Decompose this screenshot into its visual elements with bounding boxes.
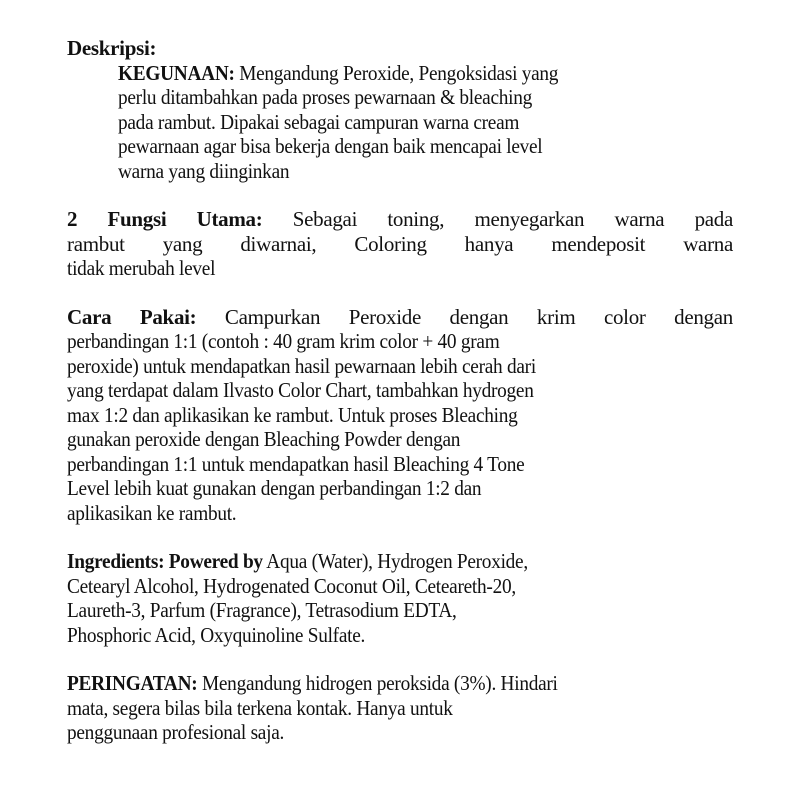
ingredients-line <box>67 574 733 599</box>
section-gap <box>67 183 733 207</box>
ingredients-text: Phosphoric Acid, Oxyquinoline Sulfate. <box>67 622 366 647</box>
fungsi-label: 2 Fungsi Utama: <box>67 207 263 231</box>
kegunaan-line <box>67 61 733 86</box>
fungsi-text: rambut yang diwarnai, Coloring hanya mendeposit warna <box>67 231 733 256</box>
cara-pakai-text: gunakan peroxide dengan Bleaching Powder dengan <box>67 427 461 451</box>
cara-pakai-text: aplikasikan ke rambut. <box>67 500 237 525</box>
kegunaan-line <box>67 85 733 110</box>
deskripsi-heading-text: Deskripsi: <box>67 36 157 60</box>
product-description <box>67 36 733 745</box>
peringatan-text: mata, segera bilas bila terkena kontak. Hanya untuk <box>67 695 453 720</box>
section-gap <box>67 281 733 305</box>
peringatan-section <box>67 671 733 745</box>
cara-pakai-line <box>67 403 733 428</box>
fungsi-line <box>67 256 733 281</box>
ingredients-label: Ingredients: Powered by <box>67 549 263 573</box>
cara-pakai-text: max 1:2 dan aplikasikan ke rambut. Untuk proses Bleaching <box>67 402 518 427</box>
fungsi-line <box>67 207 733 232</box>
kegunaan-text: pewarnaan agar bisa bekerja dengan baik mencapai level <box>118 134 543 158</box>
cara-pakai-line <box>67 354 733 379</box>
cara-pakai-text: Level lebih kuat gunakan dengan perbandingan 1:2 dan <box>67 476 482 500</box>
cara-pakai-label: Cara Pakai: <box>67 304 197 329</box>
ingredients-text: Cetearyl Alcohol, Hydrogenated Coconut Oil, Ceteareth-20, <box>67 573 516 598</box>
ingredients-text: Aqua (Water), Hydrogen Peroxide, <box>262 549 528 573</box>
deskripsi-section <box>67 36 733 183</box>
kegunaan-text: perlu ditambahkan pada proses pewarnaan & bleaching <box>118 85 533 109</box>
kegunaan-label: KEGUNAAN: <box>118 60 235 85</box>
ingredients-line <box>67 598 733 623</box>
cara-pakai-text: Campurkan Peroxide dengan krim color dengan <box>196 304 733 329</box>
cara-pakai-section <box>67 305 733 526</box>
ingredients-line <box>67 549 733 574</box>
cara-pakai-line <box>67 305 733 330</box>
kegunaan-line <box>67 134 733 159</box>
fungsi-section <box>67 207 733 281</box>
kegunaan-line <box>67 159 733 184</box>
deskripsi-heading <box>67 36 733 61</box>
ingredients-line <box>67 623 733 648</box>
kegunaan-text: warna yang diinginkan <box>118 158 290 183</box>
fungsi-text: tidak merubah level <box>67 256 216 280</box>
peringatan-line <box>67 720 733 745</box>
peringatan-line <box>67 671 733 696</box>
cara-pakai-line <box>67 329 733 354</box>
cara-pakai-text: perbandingan 1:1 untuk mendapatkan hasil Bleaching 4 Tone <box>67 451 525 476</box>
ingredients-text: Laureth-3, Parfum (Fragrance), Tetrasodium EDTA, <box>67 598 457 622</box>
fungsi-line <box>67 232 733 257</box>
cara-pakai-line <box>67 476 733 501</box>
cara-pakai-line <box>67 378 733 403</box>
section-gap <box>67 525 733 549</box>
fungsi-text: Sebagai toning, menyegarkan warna pada <box>262 207 734 231</box>
kegunaan-text: pada rambut. Dipakai sebagai campuran warna cream <box>118 109 520 134</box>
cara-pakai-text: peroxide) untuk mendapatkan hasil pewarnaan lebih cerah dari <box>67 353 536 378</box>
cara-pakai-text: yang terdapat dalam Ilvasto Color Chart, tambahkan hydrogen <box>67 378 534 402</box>
peringatan-text: Mengandung hidrogen peroksida (3%). Hindari <box>197 671 558 695</box>
section-gap <box>67 647 733 671</box>
ingredients-section <box>67 549 733 647</box>
cara-pakai-line <box>67 452 733 477</box>
peringatan-line <box>67 696 733 721</box>
cara-pakai-line <box>67 427 733 452</box>
kegunaan-text: Mengandung Peroxide, Pengoksidasi yang <box>234 60 559 85</box>
peringatan-label: PERINGATAN: <box>67 671 198 695</box>
cara-pakai-text: perbandingan 1:1 (contoh : 40 gram krim color + 40 gram <box>67 329 500 353</box>
cara-pakai-line <box>67 501 733 526</box>
kegunaan-line <box>67 110 733 135</box>
peringatan-text: penggunaan profesional saja. <box>67 720 285 744</box>
